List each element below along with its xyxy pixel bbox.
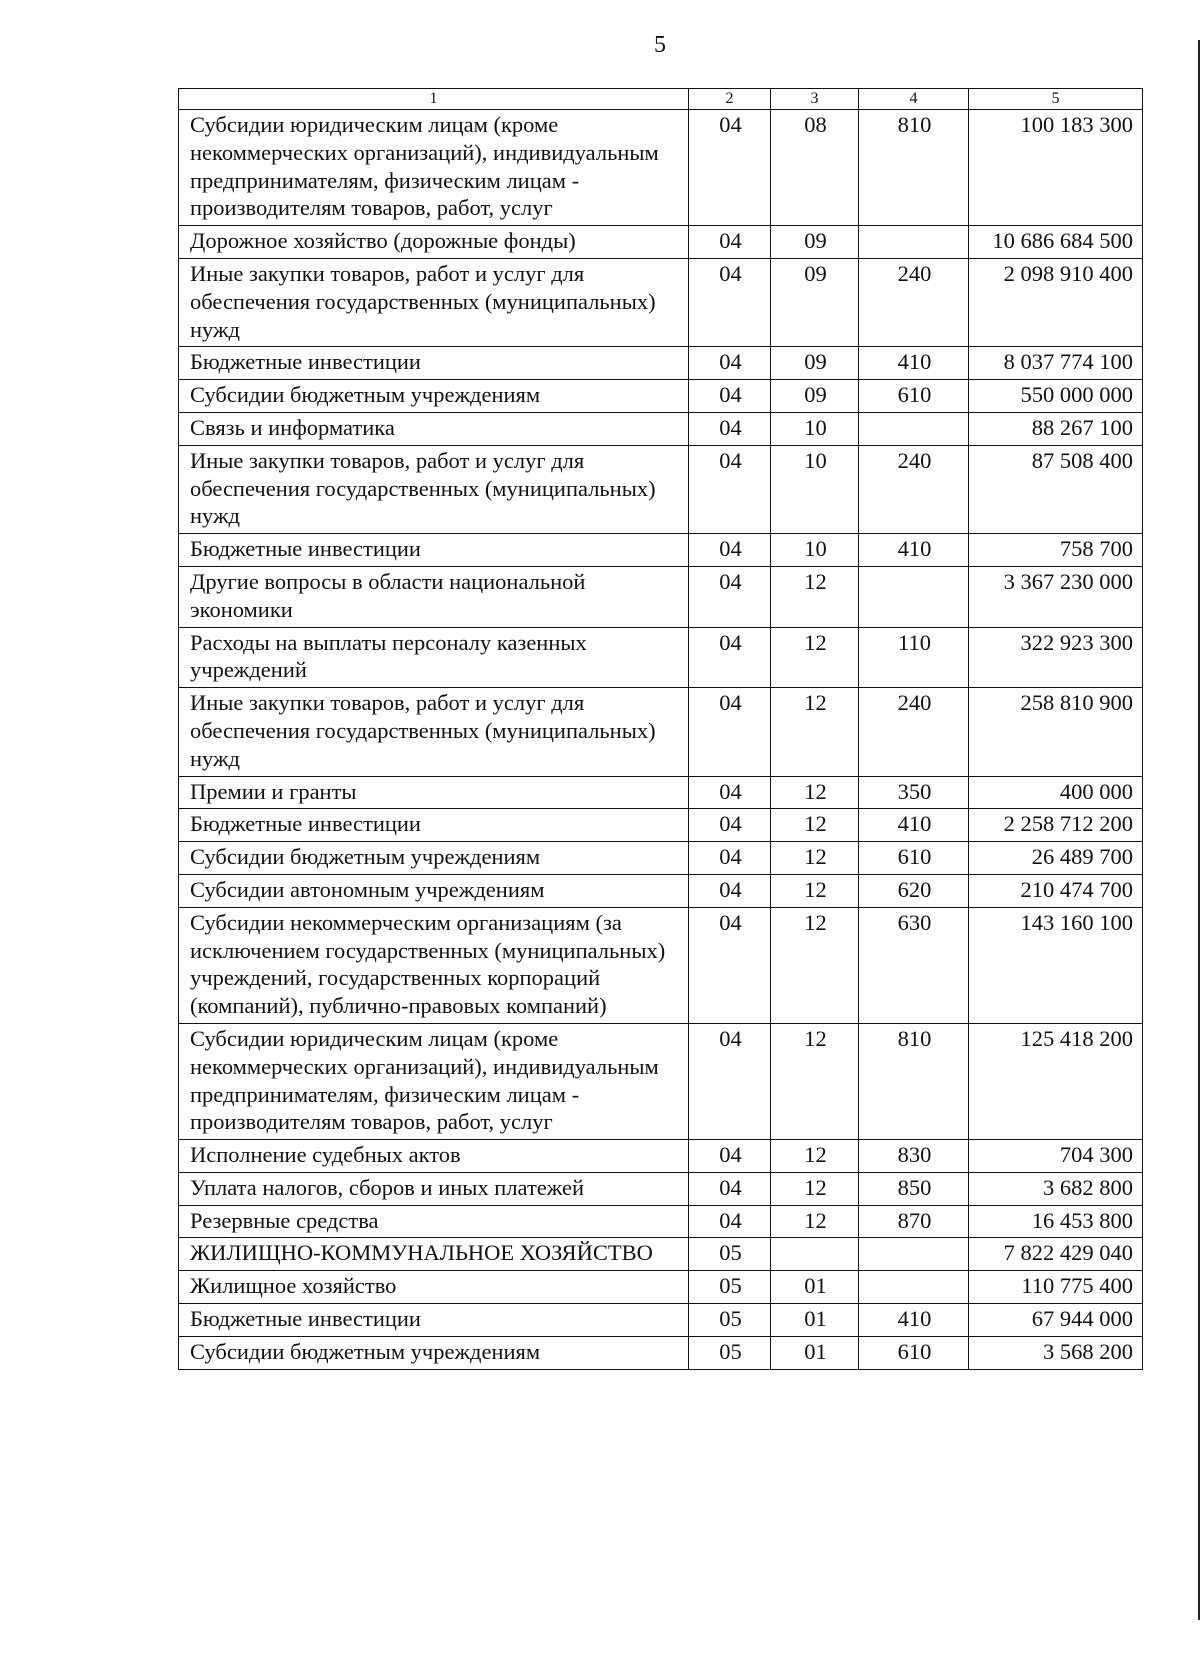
expense-type-code-cell: 610 bbox=[859, 380, 969, 413]
item-name-cell: Бюджетные инвестиции bbox=[179, 347, 689, 380]
item-name-cell: Субсидии бюджетным учреждениям bbox=[179, 842, 689, 875]
table-row bbox=[179, 688, 1143, 776]
expense-type-code-cell: 610 bbox=[859, 1336, 969, 1369]
section-code-cell: 05 bbox=[689, 1336, 771, 1369]
section-code-cell: 04 bbox=[689, 776, 771, 809]
column-header: 3 bbox=[771, 89, 859, 110]
amount-cell: 3 682 800 bbox=[969, 1172, 1143, 1205]
table-row bbox=[179, 874, 1143, 907]
amount-cell: 26 489 700 bbox=[969, 842, 1143, 875]
item-name-cell: Бюджетные инвестиции bbox=[179, 1304, 689, 1337]
expense-type-code-cell: 240 bbox=[859, 258, 969, 346]
expense-type-code-cell: 410 bbox=[859, 534, 969, 567]
amount-cell: 258 810 900 bbox=[969, 688, 1143, 776]
section-code-cell: 04 bbox=[689, 1205, 771, 1238]
item-name-cell: Резервные средства bbox=[179, 1205, 689, 1238]
table-row bbox=[179, 627, 1143, 688]
section-code-cell: 04 bbox=[689, 1172, 771, 1205]
expense-type-code-cell: 850 bbox=[859, 1172, 969, 1205]
column-header: 4 bbox=[859, 89, 969, 110]
item-name-cell: Иные закупки товаров, работ и услуг для обеспечения государственных (муниципальных) нужд bbox=[179, 688, 689, 776]
amount-cell: 143 160 100 bbox=[969, 907, 1143, 1023]
section-code-cell: 04 bbox=[689, 347, 771, 380]
expense-type-code-cell bbox=[859, 566, 969, 627]
section-code-cell: 04 bbox=[689, 688, 771, 776]
table-row bbox=[179, 776, 1143, 809]
section-code-cell: 04 bbox=[689, 566, 771, 627]
table-row bbox=[179, 1238, 1143, 1271]
expense-type-code-cell: 240 bbox=[859, 688, 969, 776]
subsection-code-cell: 12 bbox=[771, 1205, 859, 1238]
item-name-cell: Субсидии юридическим лицам (кроме некоммерческих организаций), индивидуальным предпринимателям, физическим лицам - производителям товаров, работ, услуг bbox=[179, 110, 689, 226]
table-row bbox=[179, 809, 1143, 842]
item-name-cell: Субсидии автономным учреждениям bbox=[179, 874, 689, 907]
subsection-code-cell: 08 bbox=[771, 110, 859, 226]
expense-type-code-cell: 830 bbox=[859, 1140, 969, 1173]
table-row bbox=[179, 1271, 1143, 1304]
amount-cell: 400 000 bbox=[969, 776, 1143, 809]
item-name-cell: Уплата налогов, сборов и иных платежей bbox=[179, 1172, 689, 1205]
expense-type-code-cell: 410 bbox=[859, 1304, 969, 1337]
section-code-cell: 04 bbox=[689, 627, 771, 688]
expense-type-code-cell: 240 bbox=[859, 445, 969, 533]
table-row bbox=[179, 258, 1143, 346]
page-number: 5 bbox=[654, 32, 666, 58]
item-name-cell: Субсидии бюджетным учреждениям bbox=[179, 1336, 689, 1369]
expense-type-code-cell bbox=[859, 412, 969, 445]
expense-type-code-cell: 810 bbox=[859, 110, 969, 226]
amount-cell: 322 923 300 bbox=[969, 627, 1143, 688]
section-code-cell: 04 bbox=[689, 445, 771, 533]
item-name-cell: Субсидии некоммерческим организациям (за исключением государственных (муниципальных) учреждений, государственных корпораций (компаний), публично-правовых компаний) bbox=[179, 907, 689, 1023]
section-code-cell: 04 bbox=[689, 534, 771, 567]
item-name-cell: Бюджетные инвестиции bbox=[179, 809, 689, 842]
table-row bbox=[179, 1023, 1143, 1139]
table-row bbox=[179, 1304, 1143, 1337]
expense-type-code-cell bbox=[859, 1271, 969, 1304]
amount-cell: 3 568 200 bbox=[969, 1336, 1143, 1369]
item-name-cell: Другие вопросы в области национальной экономики bbox=[179, 566, 689, 627]
budget-table bbox=[178, 88, 1143, 1370]
amount-cell: 210 474 700 bbox=[969, 874, 1143, 907]
column-header: 1 bbox=[179, 89, 689, 110]
table-row bbox=[179, 445, 1143, 533]
subsection-code-cell: 09 bbox=[771, 380, 859, 413]
table-row bbox=[179, 1140, 1143, 1173]
subsection-code-cell: 01 bbox=[771, 1304, 859, 1337]
table-row bbox=[179, 226, 1143, 259]
amount-cell: 10 686 684 500 bbox=[969, 226, 1143, 259]
header-row bbox=[179, 89, 1143, 110]
section-code-cell: 04 bbox=[689, 842, 771, 875]
subsection-code-cell: 10 bbox=[771, 412, 859, 445]
expense-type-code-cell bbox=[859, 226, 969, 259]
section-code-cell: 04 bbox=[689, 380, 771, 413]
section-code-cell: 05 bbox=[689, 1304, 771, 1337]
expense-type-code-cell: 110 bbox=[859, 627, 969, 688]
expense-type-code-cell: 410 bbox=[859, 809, 969, 842]
section-code-cell: 04 bbox=[689, 412, 771, 445]
table-row bbox=[179, 412, 1143, 445]
expense-type-code-cell: 350 bbox=[859, 776, 969, 809]
subsection-code-cell: 12 bbox=[771, 809, 859, 842]
subsection-code-cell: 12 bbox=[771, 907, 859, 1023]
table-row bbox=[179, 1172, 1143, 1205]
subsection-code-cell: 12 bbox=[771, 874, 859, 907]
table-row bbox=[179, 110, 1143, 226]
subsection-code-cell: 12 bbox=[771, 776, 859, 809]
subsection-code-cell: 01 bbox=[771, 1336, 859, 1369]
amount-cell: 8 037 774 100 bbox=[969, 347, 1143, 380]
section-code-cell: 04 bbox=[689, 809, 771, 842]
amount-cell: 550 000 000 bbox=[969, 380, 1143, 413]
subsection-code-cell: 09 bbox=[771, 226, 859, 259]
subsection-code-cell: 09 bbox=[771, 258, 859, 346]
amount-cell: 100 183 300 bbox=[969, 110, 1143, 226]
item-name-cell: Жилищное хозяйство bbox=[179, 1271, 689, 1304]
amount-cell: 704 300 bbox=[969, 1140, 1143, 1173]
expense-type-code-cell bbox=[859, 1238, 969, 1271]
subsection-code-cell: 10 bbox=[771, 445, 859, 533]
item-name-cell: Премии и гранты bbox=[179, 776, 689, 809]
item-name-cell: Иные закупки товаров, работ и услуг для обеспечения государственных (муниципальных) нужд bbox=[179, 445, 689, 533]
table-row bbox=[179, 1205, 1143, 1238]
section-code-cell: 04 bbox=[689, 110, 771, 226]
item-name-cell: Расходы на выплаты персоналу казенных учреждений bbox=[179, 627, 689, 688]
amount-cell: 2 258 712 200 bbox=[969, 809, 1143, 842]
section-code-cell: 04 bbox=[689, 874, 771, 907]
amount-cell: 7 822 429 040 bbox=[969, 1238, 1143, 1271]
subsection-code-cell: 12 bbox=[771, 688, 859, 776]
section-code-cell: 04 bbox=[689, 1023, 771, 1139]
item-name-cell: Субсидии юридическим лицам (кроме некоммерческих организаций), индивидуальным предпринимателям, физическим лицам - производителям товаров, работ, услуг bbox=[179, 1023, 689, 1139]
column-header: 5 bbox=[969, 89, 1143, 110]
item-name-cell: Бюджетные инвестиции bbox=[179, 534, 689, 567]
item-name-cell: Иные закупки товаров, работ и услуг для обеспечения государственных (муниципальных) нужд bbox=[179, 258, 689, 346]
amount-cell: 2 098 910 400 bbox=[969, 258, 1143, 346]
subsection-code-cell: 12 bbox=[771, 1172, 859, 1205]
expense-type-code-cell: 410 bbox=[859, 347, 969, 380]
table-row bbox=[179, 1336, 1143, 1369]
expense-type-code-cell: 620 bbox=[859, 874, 969, 907]
expense-type-code-cell: 610 bbox=[859, 842, 969, 875]
amount-cell: 16 453 800 bbox=[969, 1205, 1143, 1238]
section-code-cell: 05 bbox=[689, 1271, 771, 1304]
item-name-cell: Дорожное хозяйство (дорожные фонды) bbox=[179, 226, 689, 259]
subsection-code-cell: 12 bbox=[771, 566, 859, 627]
table-row bbox=[179, 842, 1143, 875]
subsection-code-cell: 12 bbox=[771, 842, 859, 875]
amount-cell: 758 700 bbox=[969, 534, 1143, 567]
subsection-code-cell bbox=[771, 1238, 859, 1271]
amount-cell: 88 267 100 bbox=[969, 412, 1143, 445]
expense-type-code-cell: 870 bbox=[859, 1205, 969, 1238]
subsection-code-cell: 12 bbox=[771, 1023, 859, 1139]
amount-cell: 3 367 230 000 bbox=[969, 566, 1143, 627]
table-row bbox=[179, 380, 1143, 413]
amount-cell: 110 775 400 bbox=[969, 1271, 1143, 1304]
subsection-code-cell: 12 bbox=[771, 1140, 859, 1173]
table-row bbox=[179, 534, 1143, 567]
amount-cell: 67 944 000 bbox=[969, 1304, 1143, 1337]
item-name-cell: Исполнение судебных актов bbox=[179, 1140, 689, 1173]
table-row bbox=[179, 566, 1143, 627]
section-code-cell: 04 bbox=[689, 226, 771, 259]
section-code-cell: 04 bbox=[689, 907, 771, 1023]
amount-cell: 87 508 400 bbox=[969, 445, 1143, 533]
item-name-cell: Связь и информатика bbox=[179, 412, 689, 445]
subsection-code-cell: 01 bbox=[771, 1271, 859, 1304]
item-name-cell: Субсидии бюджетным учреждениям bbox=[179, 380, 689, 413]
table-row bbox=[179, 347, 1143, 380]
expense-type-code-cell: 630 bbox=[859, 907, 969, 1023]
column-header: 2 bbox=[689, 89, 771, 110]
subsection-code-cell: 12 bbox=[771, 627, 859, 688]
section-code-cell: 05 bbox=[689, 1238, 771, 1271]
expense-type-code-cell: 810 bbox=[859, 1023, 969, 1139]
amount-cell: 125 418 200 bbox=[969, 1023, 1143, 1139]
table-row bbox=[179, 907, 1143, 1023]
section-code-cell: 04 bbox=[689, 258, 771, 346]
subsection-code-cell: 09 bbox=[771, 347, 859, 380]
subsection-code-cell: 10 bbox=[771, 534, 859, 567]
item-name-cell: ЖИЛИЩНО-КОММУНАЛЬНОЕ ХОЗЯЙСТВО bbox=[179, 1238, 689, 1271]
section-code-cell: 04 bbox=[689, 1140, 771, 1173]
